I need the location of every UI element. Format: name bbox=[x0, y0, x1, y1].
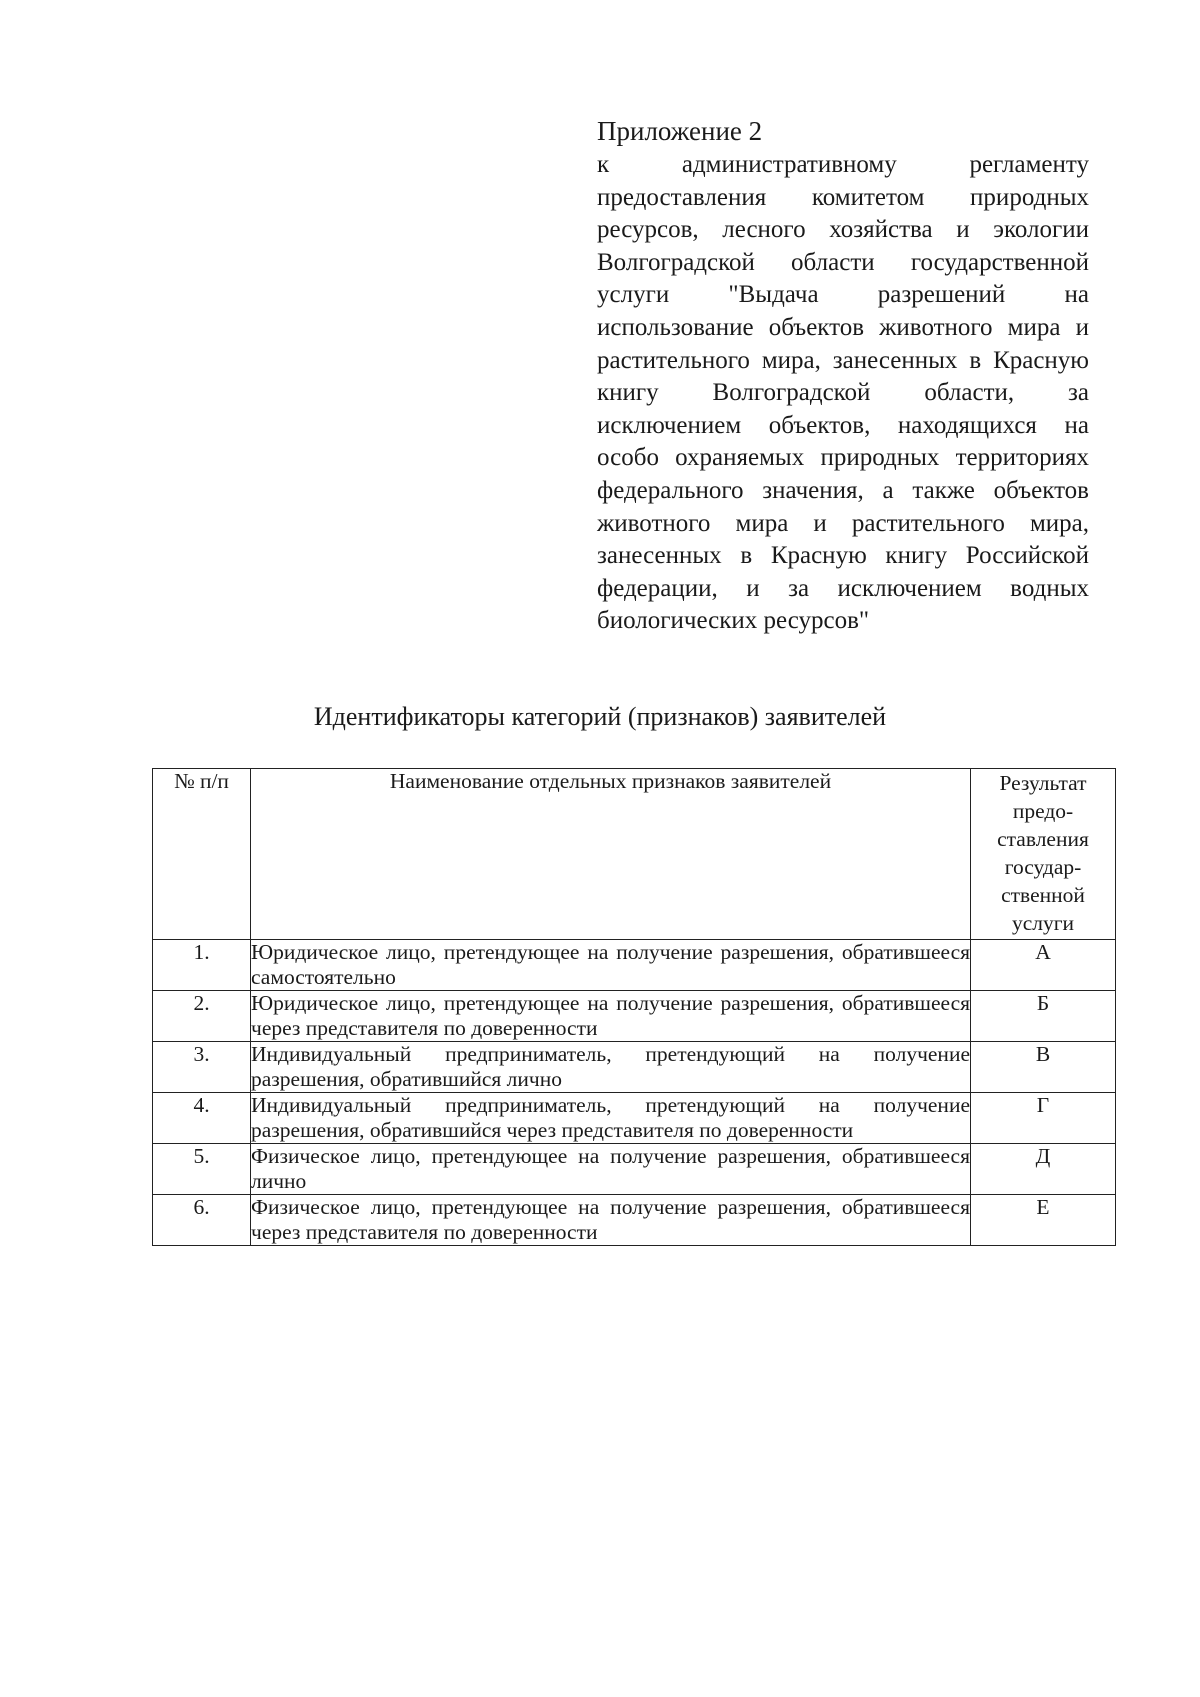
appendix-text: к административному регламенту предоставления комитетом природных ресурсов, лесного хозяйства и экологии Волгоградской области государственной услуги "Выдача разрешений на использование объектов животного мира и растительного мира, занесенных в Красную книгу Волгоградской области, за исключением объектов, находящихся на особо охраняемых природных территориях федерального значения, а также объектов животного мира и растительного мира, занесенных в Красную книгу Российской федерации, и за исключением водных биологических ресурсов" bbox=[597, 151, 1089, 635]
row-result: А bbox=[971, 940, 1116, 991]
table-row bbox=[153, 940, 1116, 991]
table-header-row bbox=[153, 769, 1116, 940]
header-number: № п/п bbox=[153, 769, 251, 940]
row-result: В bbox=[971, 1042, 1116, 1093]
header-name: Наименование отдельных признаков заявителей bbox=[251, 769, 971, 940]
row-name: Индивидуальный предприниматель, претендующий на получение разрешения, обратившийся через представителя по доверенности bbox=[251, 1093, 970, 1142]
row-name: Юридическое лицо, претендующее на получение разрешения, обратившееся самостоятельно bbox=[251, 940, 970, 989]
row-number: 6. bbox=[153, 1195, 251, 1246]
header-result: Результат предо-ставления государ-ственной услуги bbox=[971, 769, 1116, 940]
row-name: Физическое лицо, претендующее на получение разрешения, обратившееся лично bbox=[251, 1144, 970, 1193]
appendix-title: Приложение 2 bbox=[597, 116, 763, 146]
applicant-identifiers-table bbox=[152, 768, 1116, 1246]
table-title: Идентификаторы категорий (признаков) заявителей bbox=[313, 702, 887, 731]
row-number: 4. bbox=[153, 1093, 251, 1144]
row-name: Физическое лицо, претендующее на получение разрешения, обратившееся через представителя по доверенности bbox=[251, 1195, 970, 1244]
row-number: 2. bbox=[153, 991, 251, 1042]
row-result: Е bbox=[971, 1195, 1116, 1246]
table-row bbox=[153, 1093, 1116, 1144]
row-result: Б bbox=[971, 991, 1116, 1042]
row-name: Индивидуальный предприниматель, претендующий на получение разрешения, обратившийся лично bbox=[251, 1042, 970, 1091]
row-number: 5. bbox=[153, 1144, 251, 1195]
row-number: 1. bbox=[153, 940, 251, 991]
table-row bbox=[153, 1144, 1116, 1195]
table-row bbox=[153, 1042, 1116, 1093]
row-name: Юридическое лицо, претендующее на получение разрешения, обратившееся через представителя по доверенности bbox=[251, 991, 970, 1040]
row-result: Д bbox=[971, 1144, 1116, 1195]
row-result: Г bbox=[971, 1093, 1116, 1144]
table-row bbox=[153, 991, 1116, 1042]
appendix-header bbox=[597, 113, 1089, 638]
row-number: 3. bbox=[153, 1042, 251, 1093]
table-row bbox=[153, 1195, 1116, 1246]
